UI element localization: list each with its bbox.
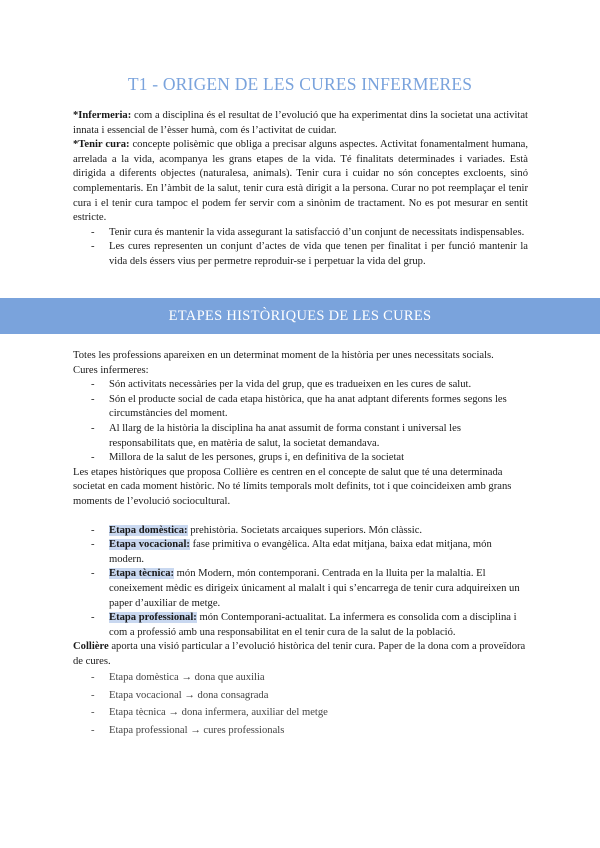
tenir-cura-text: concepte polisèmic que obliga a precisar alguns aspectes. Activitat fonamentalment humana, arrelada a la vida, acompanya les grans etapes de la vida. Té finalitats determinades i variades. Està dirigida a diferents objectes (naturalesa, animals). Tenir cura i cuidar no són conceptes excloents, sinó complementaris. En l’àmbit de la salut, tenir cura està dirigit a la persona. Curar no pot reemplaçar el tenir cura i el tenir cura tampoc el podem fer servir com a sinònim de tractament. No es pot mesurar en sentit estricte. <box>73 139 528 224</box>
list-item: - Són activitats necessàries per la vida del grup, que es tradueixen en les cures de salut. <box>73 378 528 393</box>
colliere-paragraph <box>73 640 528 669</box>
tenir-cura-definition <box>73 138 528 226</box>
stage-text: fase primitiva o evangèlica. Alta edat mitjana, baixa edat mitjana, món modern. <box>109 539 492 565</box>
stage-tecnica <box>73 567 528 611</box>
infermeria-term: *Infermeria: <box>73 110 132 121</box>
stage-professional <box>73 611 528 640</box>
professions-paragraph: Totes les professions apareixen en un determinat moment de la història per unes necessitats socials. <box>73 350 494 361</box>
colliere-text: aporta una visió particular a l’evolució històrica del tenir cura. Paper de la dona com a proveïdora de cures. <box>73 641 526 667</box>
intro-bullet-list <box>73 226 528 270</box>
stage-text: món Contemporani-actualitat. La infermera es consolida com a disciplina i com a professió amb una responsabilitat en el tenir cura de la salut de la població. <box>109 612 517 638</box>
list-item: - Són el producte social de cada etapa històrica, que ha anat adptant diferents formes segons les circumstàncies del moment. <box>73 393 528 422</box>
list-item: - Tenir cura és mantenir la vida assegurant la satisfacció d’un conjunt de necessitats indispensables. <box>73 226 528 241</box>
list-item: - Etapa professional → cures professionals <box>73 722 528 740</box>
cures-bullet-list <box>73 378 528 466</box>
intro-section <box>73 109 528 270</box>
list-item: - Etapa domèstica → dona que auxilia <box>73 669 528 687</box>
section-banner: ETAPES HISTÒRIQUES DE LES CURES <box>0 298 600 334</box>
stage-text: prehistòria. Societats arcaiques superiors. Món clàssic. <box>187 524 423 536</box>
infermeria-text: com a disciplina és el resultat de l’evolució que ha experimentat dins la societat una activitat innata i essencial de l’èsser humà, com és l’activitat de cuidar. <box>73 110 528 136</box>
list-item: - Al llarg de la història la disciplina ha anat assumit de forma constant i universal les responsabilitats que, en matèria de salut, la societat demandava. <box>73 422 528 451</box>
stage-label: Etapa domèstica: <box>109 524 188 536</box>
colliere-list <box>73 669 528 739</box>
stage-text: món Modern, món contemporani. Centrada en la lluita per la malaltia. El coneixement mèdic es dirigeix únicament al malalt i qui s’encarrega de tenir cura adquireixen un paper d’auxiliar de metge. <box>109 568 520 609</box>
tenir-cura-term: *Tenir cura: <box>73 139 130 151</box>
colliere-stages-paragraph: Les etapes històriques que proposa Collière es centren en el concepte de salut que té una determinada societat en cada moment històric. No té límits temporals molt definits, tot i que coincideixen amb grans moments de l’evolució sociocultural. <box>73 466 512 507</box>
stage-label: Etapa vocacional: <box>109 539 190 551</box>
page-title: T1 - ORIGEN DE LES CURES INFERMERES <box>127 74 473 94</box>
stage-domestica <box>73 524 528 539</box>
history-section <box>73 349 528 739</box>
stage-label: Etapa professional: <box>109 612 197 624</box>
colliere-name: Collière <box>73 641 109 653</box>
stage-vocacional <box>73 538 528 567</box>
list-item: - Les cures representen un conjunt d’actes de vida que tenen per finalitat i per funció mantenir la vida dels éssers vius per permetre reproduir-se i perpetuar la vida del grup. <box>73 240 528 269</box>
stage-label: Etapa tècnica: <box>109 568 175 580</box>
infermeria-definition <box>73 109 528 138</box>
cures-infermeres-heading: Cures infermeres: <box>73 364 149 376</box>
list-item: - Etapa vocacional → dona consagrada <box>73 687 528 705</box>
stages-list <box>73 524 528 641</box>
list-item: - Etapa tècnica → dona infermera, auxiliar del metge <box>73 704 528 722</box>
list-item: - Millora de la salut de les persones, grups i, en definitiva de la societat <box>73 451 528 466</box>
